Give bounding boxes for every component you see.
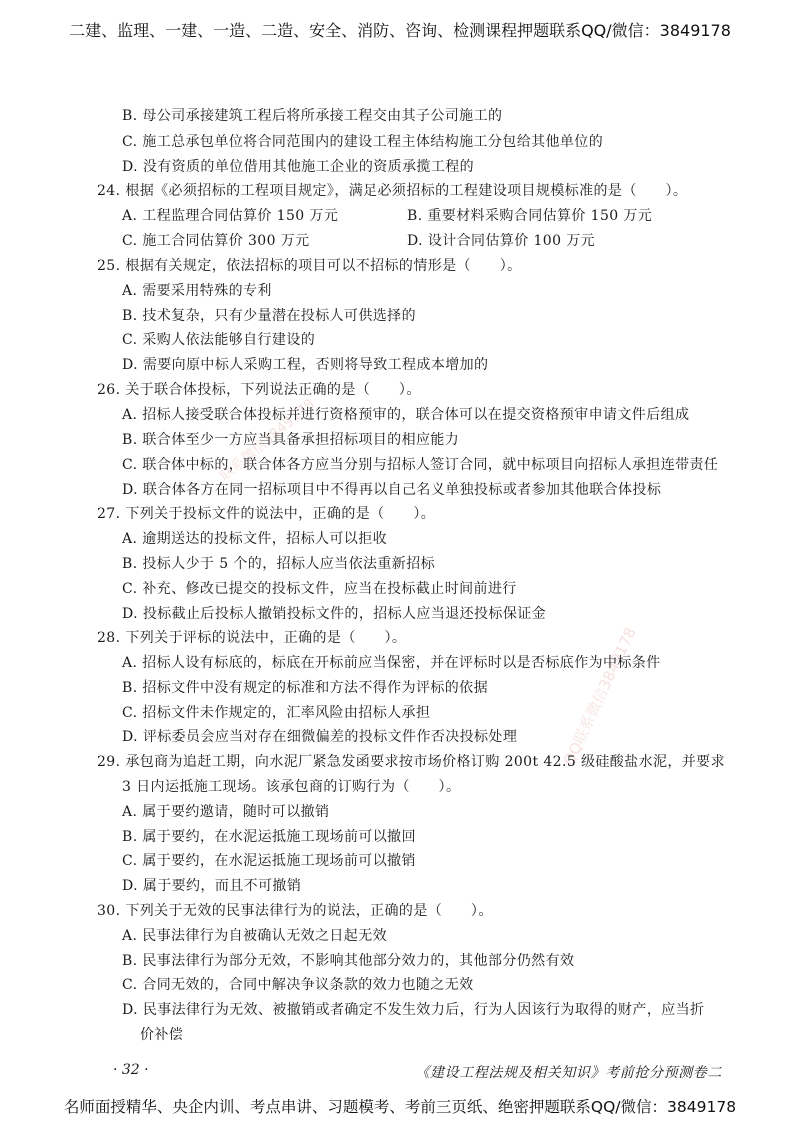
bottom-banner: 名师面授精华、央企内训、考点串讲、习题模考、考前三页纸、绝密押题联系QQ/微信：3849178 — [63, 1098, 737, 1116]
q29-stem: 29. 承包商为追赶工期，向水泥厂紧急发函要求按市场价格订购 200t 42.5 级硅酸盐水泥，并要求 — [97, 754, 725, 770]
q28-stem: 28. 下列关于评标的说法中，正确的是（ ）。 — [97, 630, 407, 646]
q25-option-a: A. 需要采用特殊的专利 — [122, 283, 272, 299]
q26-option-a: A. 招标人接受联合体投标并进行资格预审的，联合体可以在提交资格预审申请文件后组成 — [122, 407, 690, 423]
q26-option-c: C. 联合体中标的，联合体各方应当分别与招标人签订合同，就中标项目向招标人承担连带责任 — [122, 457, 719, 473]
q24-option-b: B. 重要材料采购合同估算价 150 万元 — [407, 208, 653, 224]
q28-option-a: A. 招标人设有标底的，标底在开标前应当保密，并在评标时以是否标底作为中标条件 — [122, 655, 661, 671]
q23-option-c: C. 施工总承包单位将合同范围内的建设工程主体结构施工分包给其他单位的 — [122, 134, 604, 150]
q24-stem: 24. 根据《必须招标的工程项目规定》，满足必须招标的工程建设项目规模标准的是（ ）。 — [97, 183, 688, 199]
q27-option-d: D. 投标截止后投标人撤销投标文件的，招标人应当退还投标保证金 — [122, 606, 547, 622]
q28-option-b: B. 招标文件中没有规定的标准和方法不得作为评标的依据 — [122, 680, 488, 696]
q25-option-d: D. 需要向原中标人采购工程，否则将导致工程成本增加的 — [122, 357, 489, 373]
q25-option-c: C. 采购人依法能够自行建设的 — [122, 332, 316, 348]
q28-option-d: D. 评标委员会应当对存在细微偏差的投标文件作否决投标处理 — [122, 729, 518, 745]
q26-stem: 26. 关于联合体投标，下列说法正确的是（ ）。 — [97, 382, 421, 398]
q27-option-c: C. 补充、修改已提交的投标文件，应当在投标截止时间前进行 — [122, 581, 517, 597]
q29-option-b: B. 属于要约，在水泥运抵施工现场前可以撤回 — [122, 829, 416, 845]
q26-option-d: D. 联合体各方在同一招标项目中不得再以自己名义单独投标或者参加其他联合体投标 — [122, 482, 662, 498]
q27-stem: 27. 下列关于投标文件的说法中，正确的是（ ）。 — [97, 506, 436, 522]
q27-option-b: B. 投标人少于 5 个的，招标人应当依法重新招标 — [122, 556, 435, 572]
q30-option-b: B. 民事法律行为部分无效，不影响其他部分效力的，其他部分仍然有效 — [122, 953, 575, 969]
q29-option-a: A. 属于要约邀请，随时可以撤销 — [122, 804, 330, 820]
top-banner: 二建、监理、一建、一造、二造、安全、消防、咨询、检测课程押题联系QQ/微信：3849178 — [69, 21, 731, 40]
q30-option-a: A. 民事法律行为自被确认无效之日起无效 — [122, 928, 388, 944]
q23-option-d: D. 没有资质的单位借用其他施工企业的资质承揽工程的 — [122, 159, 475, 175]
q30-option-d: D. 民事法律行为无效、被撤销或者确定不发生效力后，行为人因该行为取得的财产，应当折 — [122, 1002, 705, 1018]
q26-option-b: B. 联合体至少一方应当具备承担招标项目的相应能力 — [122, 432, 460, 448]
q29-stem-continued: 3 日内运抵施工现场。该承包商的订购行为（ ）。 — [122, 779, 461, 795]
page-number: · 32 · — [113, 1062, 149, 1078]
q25-option-b: B. 技术复杂，只有少量潜在投标人可供选择的 — [122, 308, 416, 324]
q29-option-c: C. 属于要约，在水泥运抵施工现场前可以撤销 — [122, 853, 416, 869]
watermark-1: 联系微信3849178 — [216, 396, 318, 485]
q24-option-a: A. 工程监理合同估算价 150 万元 — [122, 208, 339, 224]
q28-option-c: C. 招标文件未作规定的，汇率风险由招标人承担 — [122, 705, 431, 721]
q27-option-a: A. 逾期送达的投标文件，招标人可以拒收 — [122, 531, 388, 547]
q24-option-c: C. 施工合同估算价 300 万元 — [122, 233, 310, 249]
q25-stem: 25. 根据有关规定，依法招标的项目可以不招标的情形是（ ）。 — [97, 258, 522, 274]
watermark-2: QQ联系微信3849178 — [559, 624, 640, 769]
q30-stem: 30. 下列关于无效的民事法律行为的说法，正确的是（ ）。 — [97, 903, 493, 919]
q30-option-c: C. 合同无效的，合同中解决争议条款的效力也随之无效 — [122, 977, 474, 993]
book-title-footer: 《建设工程法规及相关知识》考前抢分预测卷二 — [415, 1065, 722, 1081]
q23-option-b: B. 母公司承接建筑工程后将所承接工程交由其子公司施工的 — [122, 108, 503, 124]
q24-option-d: D. 设计合同估算价 100 万元 — [407, 233, 596, 249]
q30-option-d-continued: 价补偿 — [140, 1027, 184, 1043]
q29-option-d: D. 属于要约，而且不可撤销 — [122, 878, 302, 894]
